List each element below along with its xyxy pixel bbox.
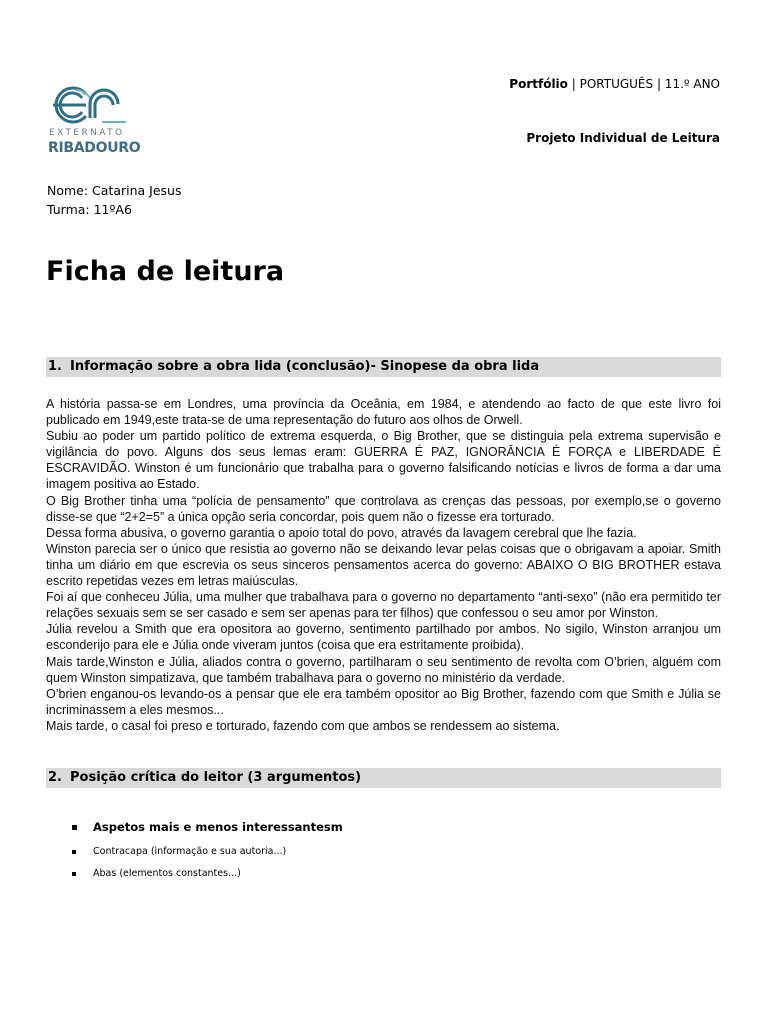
list-item-text: Contracapa (informação e sua autoria...) — [93, 846, 287, 857]
section-2-title: Posição crítica do leitor (3 argumentos) — [70, 770, 362, 785]
list-item — [72, 820, 343, 846]
synopsis-paragraph: Subiu ao poder um partido político de extrema esquerda, o Big Brother, que se distinguia pela extrema supervisão e vigilância do povo. Alguns dos seus lemas eram: GUERRA É PAZ, IGNORÂNCIA É FORÇA e LIBERDADE É ESCRAVIDÃO. Winston é um funcionário que trabalha para o governo falsificando notícias e livros de forma a dar uma imagem positiva ao Estado. — [46, 429, 721, 492]
list-item-text: Aspetos mais e menos interessantesm — [93, 820, 343, 834]
er-logo-icon — [46, 84, 130, 126]
synopsis-paragraph: Winston parecia ser o único que resistia ao governo não se deixando levar pelas coisas que o obrigavam a apoiar. Smith tinha um diário em que escrevia os seus sinceros pensamentos acerca do governo: ABAIXO O BIG BROTHER estava escrito repetidas vezes em letras maiúsculas. — [46, 541, 721, 589]
logo-text-ribadouro: RIBADOURO — [48, 140, 141, 156]
header-portfolio-line — [509, 77, 720, 91]
page-title: Ficha de leitura — [46, 256, 285, 287]
section-2-number: 2. — [48, 770, 62, 785]
portfolio-label: Portfólio — [509, 77, 568, 91]
section-1-number: 1. — [48, 359, 62, 374]
student-info — [47, 181, 182, 219]
list-item — [72, 868, 343, 879]
synopsis-text — [46, 396, 721, 734]
synopsis-paragraph: Dessa forma abusiva, o governo garantia o apoio total do povo, através da lavagem cerebral que lhe fazia. — [46, 525, 637, 540]
synopsis-paragraph: Júlia revelou a Smith que era opositora ao governo, sentimento partilhado por ambos. No sigilo, Winston arranjou um esconderijo para ele e Júlia onde viveram juntos (coisa que era estritamente proibida). — [46, 622, 721, 653]
school-logo — [46, 84, 141, 164]
synopsis-paragraph: Mais tarde, o casal foi preso e torturado, fazendo com que ambos se rendessem ao sistema. — [46, 718, 560, 733]
synopsis-paragraph: O’brien enganou-os levando-os a pensar que ele era também opositor ao Big Brother, fazendo com que Smith e Júlia se incriminassem a eles mesmos... — [46, 686, 721, 717]
logo-text-externato: EXTERNATO — [49, 128, 125, 138]
project-title: Projeto Individual de Leitura — [526, 131, 720, 145]
course-label: | PORTUGUÊS | 11.º ANO — [567, 77, 720, 91]
student-class: Turma: 11ºA6 — [47, 202, 132, 217]
section-2-heading — [46, 768, 721, 788]
student-name: Nome: Catarina Jesus — [47, 183, 182, 198]
synopsis-paragraph: A história passa-se em Londres, uma província da Oceânia, em 1984, e atendendo ao facto de que este livro foi publicado em 1949,este trata-se de uma representação do futuro aos olhos de Orwell. — [46, 397, 721, 428]
section-1-title: Informação sobre a obra lida (conclusão)- Sinopese da obra lida — [70, 359, 540, 374]
synopsis-paragraph: Foi aí que conheceu Júlia, uma mulher que trabalhava para o governo no departamento “anti-sexo” (não era permitido ter relações sexuais sem se ser casado e sem ser apenas para ter filhos) que confessou o seu amor por Winston. — [46, 590, 721, 621]
synopsis-paragraph: O Big Brother tinha uma “polícia de pensamento” que controlava as crenças das pessoas, por exemplo,se o governo disse-se que “2+2=5” a única opção seria concordar, pois quem não o fizesse era torturado. — [46, 493, 721, 524]
square-bullet-icon — [72, 872, 76, 876]
critical-position-list — [72, 820, 343, 879]
section-1-heading — [46, 357, 721, 377]
square-bullet-icon — [72, 850, 76, 854]
list-item — [72, 846, 343, 868]
square-bullet-icon — [72, 825, 77, 830]
synopsis-paragraph: Mais tarde,Winston e Júlia, aliados contra o governo, partilharam o seu sentimento de revolta com O’brien, alguém com quem Winston simpatizava, que também trabalhava para o governo no ministério da verdade. — [46, 654, 721, 685]
list-item-text: Abas (elementos constantes...) — [93, 868, 241, 879]
